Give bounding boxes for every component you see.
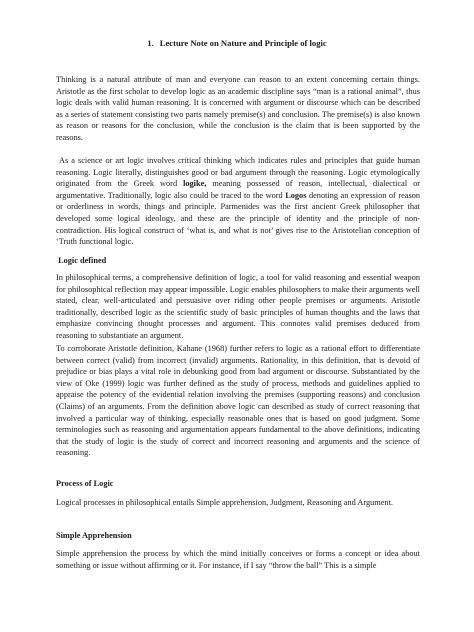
simple-apprehension-text: Simple apprehension the process by which the mind initially conceives or forms a concept or idea about something or issue without affirming or it. For instance, if I say “throw the ball” This is a simple (56, 549, 420, 570)
logic-defined-paragraph-2 (56, 343, 420, 459)
simple-apprehension-paragraph (56, 548, 420, 571)
title-number: 1. (147, 38, 154, 48)
science-paragraph (56, 155, 420, 248)
logic-defined-heading (56, 255, 420, 266)
simple-apprehension-heading-text: Simple Apprehension (56, 531, 132, 540)
process-heading (56, 478, 420, 489)
science-text-3: denoting an expression of reason or orderliness in words, things and principle. Parmenides was the first ancient Greek philosopher that developed some logical ideology, and these are the principle of identity and the principle of non-contradiction. His logical construct of ‘what is, and what is not’ gives rise to the Aristotelian conception of ‘Truth functional logic. (56, 190, 421, 247)
logic-defined-text-2: To corroborate Aristotle definition, Kahane (1968) further refers to logic as a rational effort to differentiate between correct (valid) from incorrect (invalid) arguments. Rationality, in this definition, that is devoid of prejudice or bias plays a vital role in debunking good from bad argument or discourse. Substantiated by the view of Oke (1999) logic was further defined as the study of process, methods and guidelines applied to appraise the potency of the evidential relation involving the premises (supporting reasons) and conclusion (Claims) of an arguments. From the definition above logic can described as study of correct reasoning that involved a particular way of thinking, especially reasonable ones that is based on good judgment. Some terminologies such as reasoning and argumentation appears fundamental to the above definitions, indicating that the study of logic is the study of correct and incorrect reasoning and arguments and the science of reasoning. (56, 344, 420, 458)
science-text-2: meaning possessed of reason, intellectual, dialectical or argumentative. Traditionally, logic also could be traced to the word (56, 179, 421, 200)
logic-defined-text-1: In philosophical terms, a comprehensive definition of logic, a tool for valid reasoning and essential weapon for philosophical reflection may appear impossible. Logic enables philosophers to make their arguments well stated, clear, well-articulated and persuasive over riding other people premises or arguments. Aristotle traditionally, described logic as the scientific study of basic principles of human thoughts and the laws that emphasize convincing thought processes and argument. This connotes valid premises deduced from reasoning to substantiate an argument. (56, 273, 420, 340)
intro-text: Thinking is a natural attribute of man and everyone can reason to an extent concerning certain things. Aristotle as the first scholar to develop logic as an academic discipline says “man is a rational animal”, thus logic deals with valid human reasoning. It is concerned with argument or discourse which can be described as a series of statement consisting two parts namely premise(s) and conclusion. The premise(s) is also known as reason or reasons for the conclusion, while the conclusion is the claim that is been supported by the reasons. (56, 75, 420, 142)
process-text: Logical processes in philosophical entails Simple apprehension, Judgment, Reasoning and Argument. (56, 498, 393, 507)
title-text: Lecture Note on Nature and Principle of logic (159, 38, 327, 48)
page-title (0, 38, 474, 49)
process-paragraph (56, 497, 420, 509)
logic-defined-paragraph-1 (56, 272, 420, 342)
logic-defined-heading-text: Logic defined (58, 256, 107, 265)
process-heading-text: Process of Logic (56, 479, 114, 488)
term-logike: logike, (183, 179, 207, 189)
science-text (56, 155, 420, 248)
term-logos: Logos (285, 190, 307, 200)
simple-apprehension-heading (56, 530, 420, 541)
intro-paragraph (56, 74, 420, 144)
science-text-1: As a science or art logic involves critical thinking which indicates rules and principles that guide human reasoning. Logic literally, distinguishes good or bad argument through the reasoning. Logic etymologically originated from the Greek word (56, 156, 421, 189)
